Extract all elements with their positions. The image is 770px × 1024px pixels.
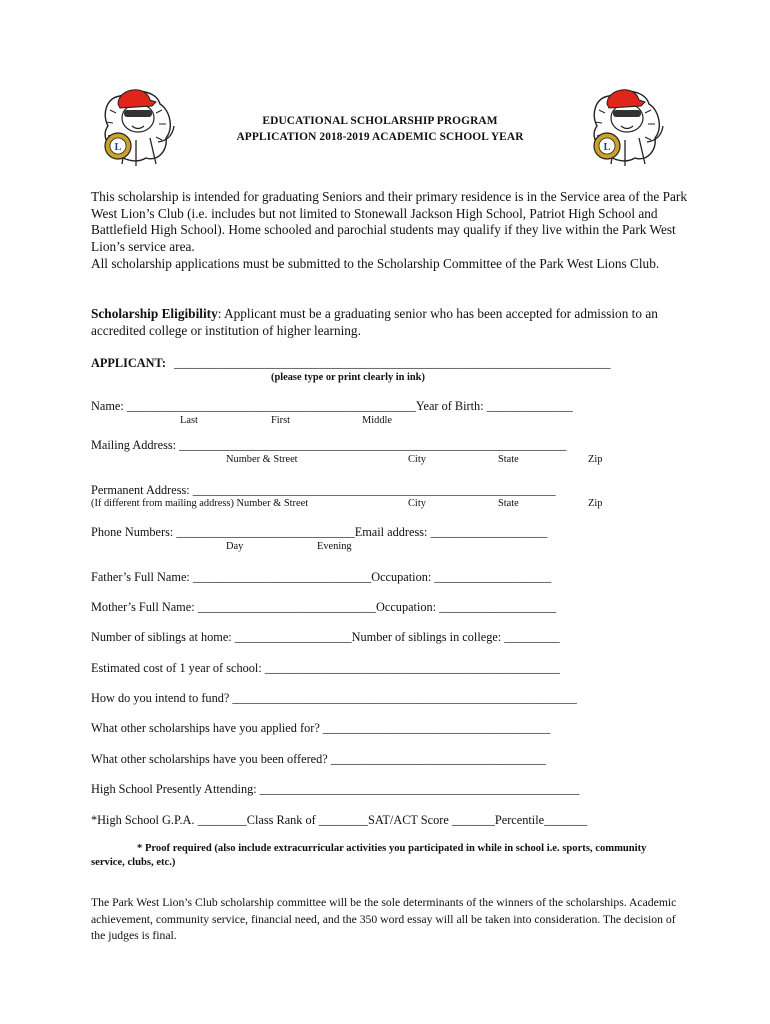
applied-label: What other scholarships have you applied for? bbox=[91, 721, 323, 735]
percentile-field[interactable]: _______ bbox=[544, 813, 588, 827]
fund-field[interactable]: ________________________________________________________ bbox=[232, 691, 577, 705]
email-field[interactable]: ___________________ bbox=[430, 525, 548, 539]
mailing-row bbox=[91, 438, 567, 453]
mailing-sub-city: City bbox=[408, 454, 426, 465]
permanent-sub-zip: Zip bbox=[588, 498, 603, 509]
intro-paragraph: This scholarship is intended for graduating Seniors and their primary residence is in the Service area of the Park West Lion’s Club (i.e. includes but not limited to Stonewall Jackson High School, Patriot High School and Battlefield High School). Home schooled and parochial students may qualify if they live within the Park West Lion’s service area. bbox=[91, 189, 687, 254]
high-school-field[interactable]: ____________________________________________________ bbox=[259, 782, 580, 796]
gpa-label: *High School G.P.A. bbox=[91, 813, 198, 827]
applicant-label: APPLICANT: bbox=[91, 356, 166, 370]
permanent-sub-note: (If different from mailing address) Number & Street bbox=[91, 498, 309, 509]
class-rank-field[interactable]: ________ bbox=[318, 813, 369, 827]
closing-paragraph: The Park West Lion’s Club scholarship committee will be the sole determinants of the winners of the scholarships. Academic achievement, community service, financial need, and the 350 word essay will all be taken into consideration. The decision of the judges is final. bbox=[91, 896, 677, 942]
siblings-home-field[interactable]: ___________________ bbox=[234, 630, 352, 644]
mailing-sub-street: Number & Street bbox=[226, 454, 298, 465]
class-rank-label: Class Rank of bbox=[246, 813, 319, 827]
applied-field[interactable]: _____________________________________ bbox=[322, 721, 551, 735]
permanent-label: Permanent Address: bbox=[91, 483, 193, 497]
percentile-label: Percentile bbox=[494, 813, 545, 827]
cost-row bbox=[91, 661, 560, 676]
fund-label: How do you intend to fund? bbox=[91, 691, 233, 705]
name-sub-middle: Middle bbox=[362, 415, 393, 426]
permanent-address-field[interactable]: ___________________________________________________________ bbox=[192, 483, 556, 497]
mother-row bbox=[91, 600, 556, 615]
sat-act-field[interactable]: _______ bbox=[451, 813, 495, 827]
emblem-letter: L bbox=[603, 142, 611, 153]
mother-name-field[interactable]: _____________________________ bbox=[197, 600, 376, 614]
emblem-letter: L bbox=[114, 142, 122, 153]
mailing-sub-zip: Zip bbox=[588, 454, 603, 465]
father-occupation-label: Occupation: bbox=[371, 570, 435, 584]
program-title: EDUCATIONAL SCHOLARSHIP PROGRAM bbox=[262, 115, 498, 127]
phone-field[interactable]: _____________________________ bbox=[176, 525, 355, 539]
submission-paragraph: All scholarship applications must be submitted to the Scholarship Committee of the Park West Lions Club. bbox=[91, 256, 660, 271]
eligibility-text: : Applicant must be a graduating senior who has been accepted for admission to an accredited college or institution of higher learning. bbox=[91, 306, 658, 338]
high-school-row bbox=[91, 782, 579, 797]
permanent-sub-city: City bbox=[408, 498, 426, 509]
mailing-sub-state: State bbox=[498, 454, 519, 465]
father-occupation-field[interactable]: ___________________ bbox=[434, 570, 552, 584]
name-label: Name: bbox=[91, 399, 127, 413]
year-of-birth-label: Year of Birth: bbox=[415, 399, 487, 413]
phone-sub-evening: Evening bbox=[317, 541, 352, 552]
mailing-label: Mailing Address: bbox=[91, 438, 180, 452]
mailing-address-field[interactable]: _______________________________________________________________ bbox=[179, 438, 567, 452]
high-school-label: High School Presently Attending: bbox=[91, 782, 260, 796]
offered-row bbox=[91, 752, 546, 767]
mother-name-label: Mother’s Full Name: bbox=[91, 600, 198, 614]
eligibility-label: Scholarship Eligibility bbox=[91, 306, 218, 321]
siblings-college-field[interactable]: _________ bbox=[504, 630, 560, 644]
permanent-row bbox=[91, 483, 556, 498]
siblings-home-label: Number of siblings at home: bbox=[91, 630, 235, 644]
applied-row bbox=[91, 721, 550, 736]
email-label: Email address: bbox=[354, 525, 431, 539]
phone-label: Phone Numbers: bbox=[91, 525, 177, 539]
fund-row bbox=[91, 691, 577, 706]
siblings-row bbox=[91, 630, 560, 645]
phone-sub-day: Day bbox=[226, 541, 244, 552]
father-name-field[interactable]: _____________________________ bbox=[192, 570, 372, 584]
cost-label: Estimated cost of 1 year of school: bbox=[91, 661, 265, 675]
cost-field[interactable]: ________________________________________________ bbox=[264, 661, 560, 675]
name-row bbox=[91, 399, 573, 414]
mother-occupation-label: Occupation: bbox=[376, 600, 440, 614]
applicant-field[interactable]: _______________________________________________________________________ bbox=[174, 356, 611, 370]
application-year-title: APPLICATION 2018-2019 ACADEMIC SCHOOL YEAR bbox=[236, 131, 524, 143]
permanent-sub-state: State bbox=[498, 498, 519, 509]
name-sub-first: First bbox=[271, 415, 291, 426]
phone-row bbox=[91, 525, 547, 540]
eligibility-paragraph bbox=[91, 306, 691, 339]
name-field[interactable]: _______________________________________________ bbox=[126, 399, 416, 413]
offered-label: What other scholarships have you been offered? bbox=[91, 752, 331, 766]
mother-occupation-field[interactable]: ___________________ bbox=[439, 600, 556, 614]
name-sub-last: Last bbox=[180, 415, 198, 426]
applicant-hint: (please type or print clearly in ink) bbox=[271, 372, 425, 383]
offered-field[interactable]: ___________________________________ bbox=[330, 752, 547, 766]
year-of-birth-field[interactable]: ______________ bbox=[486, 399, 573, 413]
father-name-label: Father’s Full Name: bbox=[91, 570, 193, 584]
father-row bbox=[91, 570, 551, 585]
siblings-college-label: Number of siblings in college: bbox=[351, 630, 505, 644]
gpa-field[interactable]: ________ bbox=[197, 813, 247, 827]
sat-act-label: SAT/ACT Score bbox=[368, 813, 452, 827]
proof-note: * Proof required (also include extracurricular activities you participated in while in school i.e. sports, community service, clubs, etc.) bbox=[91, 843, 647, 868]
gpa-row bbox=[91, 813, 587, 828]
